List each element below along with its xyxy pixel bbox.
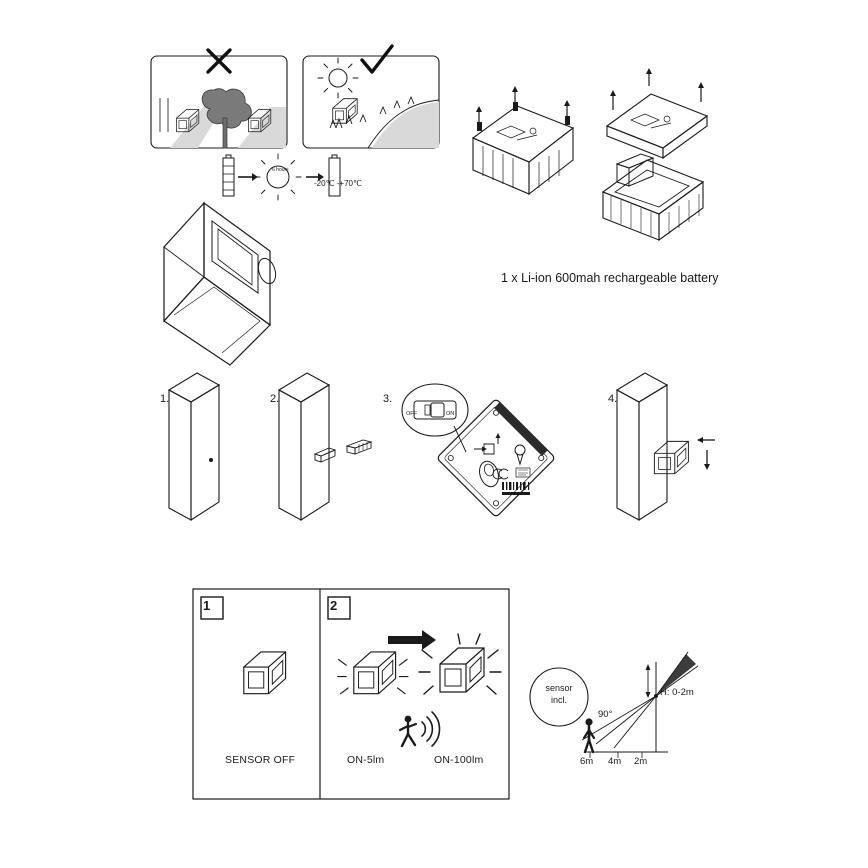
motion-sensor-person-icon	[400, 712, 440, 746]
battery-empty-icon	[223, 155, 234, 196]
screw-slot-icon	[474, 433, 501, 454]
screw-icon	[347, 440, 371, 454]
switch-on-label[interactable]: ON	[446, 411, 455, 417]
sun-icon	[255, 154, 301, 200]
cross-mark-icon	[208, 50, 230, 72]
standing-person-icon	[584, 718, 594, 752]
lamp-hero-drawing	[152, 195, 332, 365]
battery-full-icon	[329, 155, 340, 196]
right-arrow-icon	[388, 630, 436, 650]
mode-sensor-off-label: SENSOR OFF	[225, 754, 296, 766]
wall-anchor-icon	[315, 448, 335, 462]
sensor-distance-2m: 2m	[634, 756, 648, 767]
housing-open	[603, 68, 707, 240]
sensor-angle-label: 90°	[598, 709, 613, 720]
sensor-distance-6m: 6m	[580, 756, 594, 767]
temperature-range-label: -20℃ -+70℃	[314, 179, 362, 188]
sensor-distance-4m: 4m	[608, 756, 622, 767]
keyhole-icon	[515, 445, 525, 464]
housing-closed	[473, 86, 573, 194]
step-3-number: 3.	[383, 393, 393, 405]
step-4-figure	[611, 382, 751, 542]
sensor-module	[476, 459, 501, 489]
mode-panels	[192, 588, 510, 800]
step-2-number: 2.	[270, 393, 280, 405]
sensor-badge-line1: sensor	[545, 683, 573, 693]
mode-on-100lm-label: ON-100lm	[434, 754, 484, 766]
step-1-number: 1.	[160, 393, 170, 405]
switch-off-label[interactable]: OFF	[406, 411, 417, 417]
placement-bad-panel	[151, 50, 287, 148]
mode-1-number: 1	[203, 598, 211, 613]
panel-placement-group	[150, 52, 440, 162]
step-1-figure	[163, 382, 283, 542]
step-4-number: 4.	[608, 393, 618, 405]
step-2-figure	[273, 382, 403, 542]
battery-exploded-group	[455, 88, 725, 253]
mode-on-5lm-label: ON-5lm	[347, 754, 385, 766]
sensor-badge-line2: incl.	[550, 695, 567, 705]
charge-hours-label: 6 hours	[272, 167, 289, 173]
mode-2-number: 2	[330, 598, 338, 613]
check-mark-icon	[362, 46, 392, 72]
placement-good-panel	[303, 46, 439, 148]
battery-caption: 1 x Li-ion 600mah rechargeable battery	[501, 271, 719, 285]
sensor-height-label: H: 0-2m	[660, 687, 694, 698]
